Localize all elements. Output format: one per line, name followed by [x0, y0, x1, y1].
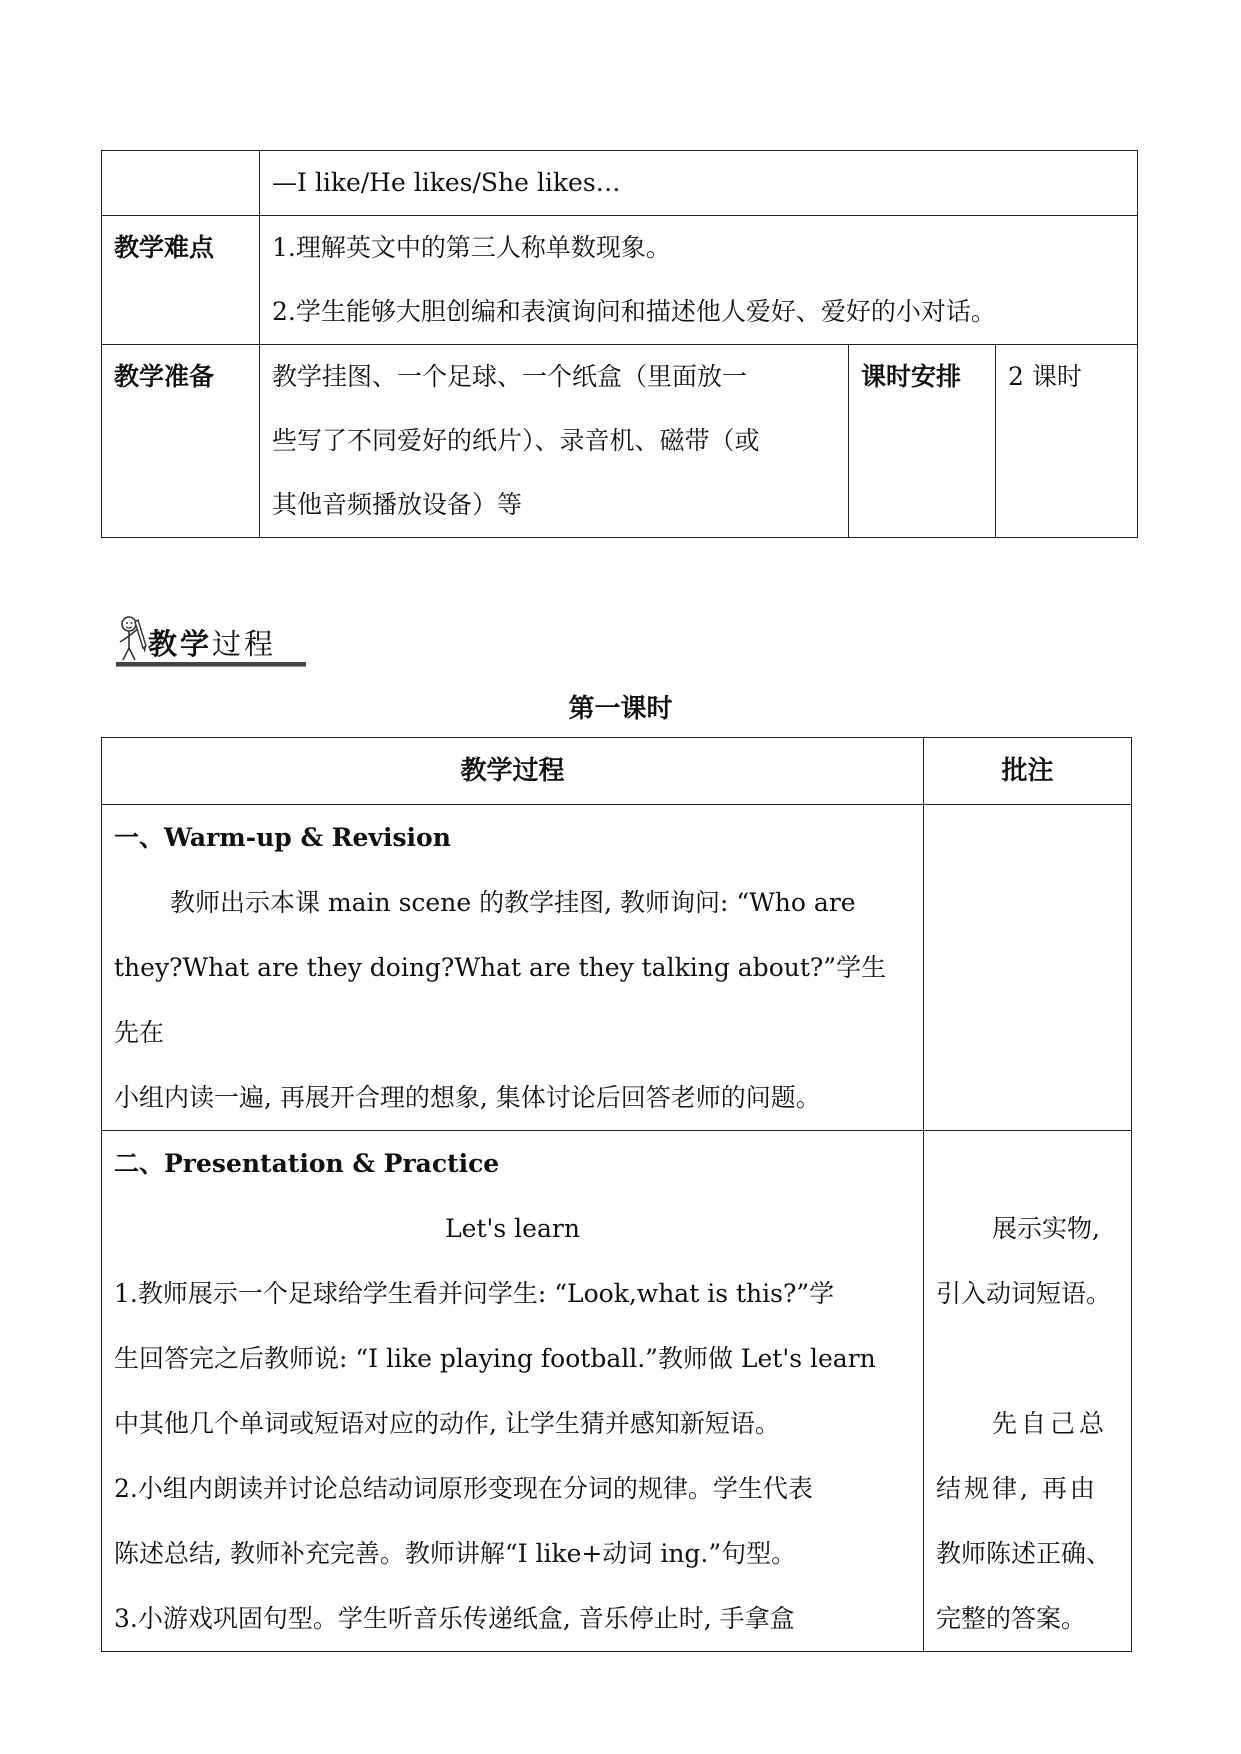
lets-learn-subheading: Let's learn [445, 1214, 580, 1243]
note-line: 先自己总 [992, 1409, 1109, 1438]
presentation-notes [924, 1131, 1132, 1652]
process-section-warmup [102, 805, 1132, 1131]
presentation-line: 1.教师展示一个足球给学生看并问学生: “Look,what is this?”学 [114, 1279, 835, 1308]
warmup-notes [924, 805, 1132, 1131]
info-row-difficulty [102, 216, 1138, 345]
presentation-line: 生回答完之后教师说: “I like playing football.”教师做 Let's learn [114, 1344, 876, 1373]
note-line: 结规律, 再由 [936, 1474, 1098, 1503]
section-heading-title [148, 622, 276, 663]
sentence-pattern-cell: —I like/He likes/She likes… [260, 151, 1138, 216]
presentation-heading: 二、Presentation & Practice [114, 1149, 500, 1178]
note-line: 教师陈述正确、 [936, 1539, 1112, 1568]
presentation-line: 3.小游戏巩固句型。学生听音乐传递纸盒, 音乐停止时, 手拿盒 [114, 1604, 795, 1633]
difficulty-content [260, 216, 1138, 345]
section-heading [112, 612, 307, 672]
difficulty-line: 2.学生能够大胆创编和表演询问和描述他人爱好、爱好的小对话。 [272, 297, 996, 326]
presentation-line: 陈述总结, 教师补充完善。教师讲解“I like+动词 ing.”句型。 [114, 1539, 797, 1568]
info-row-pattern [102, 151, 1138, 216]
difficulty-line: 1.理解英文中的第三人称单数现象。 [272, 233, 671, 262]
header-notes: 批注 [924, 738, 1132, 805]
note-line: 展示实物, [992, 1214, 1100, 1243]
preparation-line: 其他音频播放设备）等 [272, 490, 523, 519]
section-heading-underline [116, 662, 306, 667]
section-heading-bold: 教学 [148, 627, 213, 661]
notes-spacer [936, 1131, 1119, 1196]
warmup-line: 小组内读一遍, 再展开合理的想象, 集体讨论后回答老师的问题。 [114, 1083, 821, 1112]
schedule-label: 课时安排 [849, 345, 996, 538]
process-section-presentation [102, 1131, 1132, 1652]
process-table-header [102, 738, 1132, 805]
presentation-line: 中其他几个单词或短语对应的动作, 让学生猜并感知新短语。 [114, 1409, 780, 1438]
header-process: 教学过程 [102, 738, 924, 805]
preparation-label: 教学准备 [102, 345, 260, 538]
info-table [101, 150, 1138, 538]
notes-spacer [936, 1326, 1119, 1391]
pencil-person-icon [112, 612, 152, 668]
presentation-line: 2.小组内朗读并讨论总结动词原形变现在分词的规律。学生代表 [114, 1474, 813, 1503]
warmup-content [102, 805, 924, 1131]
process-table [101, 737, 1132, 1652]
lesson-title: 第一课时 [568, 694, 673, 724]
section-heading-light: 过程 [212, 627, 277, 661]
difficulty-label: 教学难点 [102, 216, 260, 345]
presentation-content [102, 1131, 924, 1652]
warmup-line: 教师出示本课 main scene 的教学挂图, 教师询问: “Who are [170, 888, 856, 917]
note-line: 完整的答案。 [936, 1604, 1087, 1633]
warmup-line: they?What are they doing?What are they talking about?”学生先在 [114, 953, 887, 1047]
warmup-heading: 一、Warm-up & Revision [114, 823, 451, 852]
empty-label-cell [102, 151, 260, 216]
preparation-line: 些写了不同爱好的纸片）、录音机、磁带（或 [272, 426, 760, 455]
schedule-value: 2 课时 [996, 345, 1138, 538]
preparation-content [260, 345, 849, 538]
preparation-line: 教学挂图、一个足球、一个纸盒（里面放一 [272, 362, 748, 391]
info-row-preparation [102, 345, 1138, 538]
note-line: 引入动词短语。 [936, 1279, 1112, 1308]
